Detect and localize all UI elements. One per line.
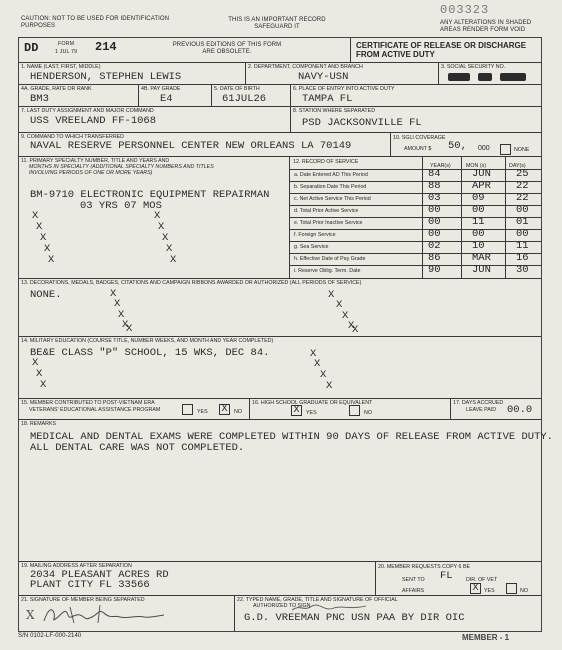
sent-to-label: SENT TO [402,577,425,583]
filler-x-mark: X [352,324,359,336]
copy-yes-checkbox[interactable]: X [470,583,481,594]
specialty-label-line2: MONTHS IN SPECIALTY (ADDITIONAL SPECIALTY NUMBERS AND TITLES [29,164,214,170]
veap-label-line2: VETERANS' EDUCATIONAL ASSISTANCE PROGRAM [29,407,161,413]
record-row [291,218,531,228]
filler-x-mark: X [36,368,43,380]
filler-x-mark: X [336,299,343,311]
filler-x-mark: X [154,210,161,222]
record-month-value[interactable]: 00 [472,228,485,240]
record-year-value[interactable]: 00 [428,216,441,228]
record-row [291,242,531,252]
filler-x-mark: X [166,243,173,255]
remarks-line-2[interactable]: ALL DENTAL CARE WAS NOT COMPLETED. [30,442,245,454]
high-school-no-label: NO [364,410,372,416]
ssn-redaction [448,73,470,81]
alterations-note: ANY ALTERATIONS IN SHADED AREAS RENDER FORM VOID [440,20,532,33]
leave-field[interactable]: 00.0 [507,404,533,416]
member-signature-label: 21. SIGNATURE OF MEMBER BEING SEPARATED [21,597,145,603]
record-row-label: g. Sea Service [294,244,329,250]
high-school-yes-label: YES [306,410,317,416]
record-row [291,254,531,264]
footer-sn: S/N 0102-LF-000-2140 [18,633,82,639]
filler-x-mark: X [48,254,55,266]
paygrade-field[interactable]: E4 [160,93,173,105]
specialty-label-line3: INVOLVING PERIODS OF ONE OR MORE YEARS) [29,170,153,176]
remarks-line-1[interactable]: MEDICAL AND DENTAL EXAMS WERE COMPLETED WITHIN 90 DAYS OF RELEASE FROM ACTIVE DUTY. [30,431,553,443]
important-record-note: THIS IS AN IMPORTANT RECORD SAFEGUARD IT [228,17,326,30]
filler-x-mark: X [328,289,335,301]
sgli-amount-label: AMOUNT $ [404,146,432,152]
record-row [291,206,531,216]
mailing-line-2[interactable]: PLANT CITY FL 33566 [30,579,150,591]
record-row-label: i. Reserve Oblig. Term. Date [294,268,361,274]
filler-x-mark: X [158,221,165,233]
leave-label: 17. DAYS ACCRUED [453,400,504,406]
mailing-label: 19. MAILING ADDRESS AFTER SEPARATION [21,563,132,569]
ssn-redaction [478,73,492,81]
sgli-amount-tail: 000 [478,145,490,152]
filler-x-mark: X [32,210,39,222]
department-label: 2. DEPARTMENT, COMPONENT AND BRANCH [248,64,363,70]
filler-x-mark: X [342,310,349,322]
filler-x-mark: X [170,254,177,266]
specialty-line-2[interactable]: 03 YRS 07 MOS [80,200,162,212]
record-day-value[interactable]: 11 [516,240,529,252]
record-row [291,182,531,192]
record-year-value[interactable]: 00 [428,228,441,240]
department-field[interactable]: NAVY-USN [298,71,349,83]
record-row-label: a. Date Entered AD This Period [294,172,368,178]
name-field[interactable]: HENDERSON, STEPHEN LEWIS [30,71,182,83]
station-label: 8. STATION WHERE SEPARATED [293,108,376,114]
record-row-label: b. Separation Date This Period [294,184,367,190]
copy-yes-label: YES [484,588,495,594]
sgli-label: 10. SGLI COVERAGE [393,135,446,141]
official-name-field[interactable]: G.D. VREEMAN PNC USN PAA BY DIR OIC [244,612,465,624]
entry-field[interactable]: TAMPA FL [302,93,353,105]
education-field[interactable]: BE&E CLASS "P" SCHOOL, 15 WKS, DEC 84. [30,347,270,359]
filler-x-mark: X [40,379,47,391]
decorations-field[interactable]: NONE. [30,289,62,301]
record-day-value[interactable]: 30 [516,264,529,276]
record-month-value[interactable]: 00 [472,204,485,216]
record-day-value[interactable]: 00 [516,204,529,216]
filler-x-mark: X [314,358,321,370]
veap-no-label: NO [234,409,242,415]
record-row-label: c. Net Active Service This Period [294,196,371,202]
grade-label: 4A. GRADE, RATE OR RANK [21,86,92,92]
high-school-yes-checkbox[interactable]: X [291,405,302,416]
veap-yes-label: YES [197,409,208,415]
copy-request-label: 20. MEMBER REQUESTS COPY 6 BE [378,564,471,570]
decorations-label: 13. DECORATIONS, MEDALS, BADGES, CITATIONS AND CAMPAIGN RIBBONS AWARDED OR AUTHORIZED (ALL PERIODS OF SERVICE) [21,280,362,286]
footer-member-copy: MEMBER - 1 [462,633,510,642]
form-date: 1 JUL 79 [55,49,78,55]
name-label: 1. NAME (LAST, FIRST, MIDDLE) [21,64,101,70]
filler-x-mark: X [320,369,327,381]
filler-x-mark: X [326,380,333,392]
record-year-value[interactable]: 88 [428,180,441,192]
mailing-line-1[interactable]: 2034 PLEASANT ACRES RD [30,569,169,581]
record-day-value[interactable]: 01 [516,216,529,228]
last-duty-field[interactable]: USS VREELAND FF-1068 [30,115,157,127]
dd-label: DD [24,41,39,55]
filler-x-mark: X [348,320,355,332]
form-label: FORM [58,41,75,47]
record-day-value[interactable]: 22 [516,192,529,204]
record-row-label: d. Total Prior Active Service [294,208,359,214]
record-row-label: f. Foreign Service [294,232,336,238]
specialty-line-1[interactable]: BM-9710 ELECTRONIC EQUIPMENT REPAIRMAN [30,189,270,201]
month-column-label: MON (s) [466,163,487,169]
previous-editions-note: PREVIOUS EDITIONS OF THIS FORM ARE OBSOLETE. [172,42,282,55]
sent-to-field[interactable]: FL [440,570,453,582]
filler-x-mark: X [36,221,43,233]
filler-x-mark: X [110,288,117,300]
record-month-value[interactable]: 09 [472,192,485,204]
record-year-value[interactable]: 86 [428,252,441,264]
filler-x-mark: X [118,309,125,321]
command-label: 9. COMMAND TO WHICH TRANSFERRED [21,134,125,140]
dir-vet-label: DIR. OF VET [466,577,498,583]
dob-field[interactable]: 61JUL26 [222,93,267,105]
official-label-line2: AUTHORIZED TO SIGN [253,603,311,609]
station-field[interactable]: PSD JACKSONVILLE FL [302,117,422,129]
record-year-value[interactable]: 00 [428,204,441,216]
record-day-value[interactable]: 00 [516,228,529,240]
filler-x-mark: X [122,319,129,331]
record-month-value[interactable]: 11 [472,216,485,228]
day-column-label: DAY(s) [509,163,526,169]
specialty-label: 11. PRIMARY SPECIALTY NUMBER, TITLE AND YEARS AND [21,158,170,164]
sgli-none-label: NONE [514,147,530,153]
leave-paid-label: LEAVE PAID [466,407,497,413]
command-field[interactable]: NAVAL RESERVE PERSONNEL CENTER NEW ORLEANS LA 70149 [30,140,352,152]
entry-label: 6. PLACE OF ENTRY INTO ACTIVE DUTY [293,86,395,92]
ssn-redaction [500,73,526,81]
record-day-value[interactable]: 16 [516,252,529,264]
sgli-none-checkbox[interactable] [500,144,511,155]
record-month-value[interactable]: JUN [472,264,491,276]
record-row [291,266,531,276]
record-row [291,230,531,240]
ssn-label: 3. SOCIAL SECURITY NO. [441,64,506,70]
record-row [291,194,531,204]
record-day-value[interactable]: 22 [516,180,529,192]
record-year-value[interactable]: 90 [428,264,441,276]
high-school-label: 16. HIGH SCHOOL GRADUATE OR EQUIVALENT [252,400,373,406]
filler-x-mark: X [162,232,169,244]
year-column-label: YEAR(s) [430,163,451,169]
record-row [291,170,531,180]
filler-x-mark: X [32,357,39,369]
education-label: 14. MILITARY EDUCATION (COURSE TITLE, NUMBER WEEKS, AND MONTH AND YEAR COMPLETED) [21,338,274,344]
paygrade-label: 4B. PAY GRADE [141,86,181,92]
dob-label: 5. DATE OF BIRTH [214,86,260,92]
filler-x-mark: X [40,232,47,244]
record-year-value[interactable]: 03 [428,192,441,204]
record-of-service-label: 12. RECORD OF SERVICE [293,159,359,165]
high-school-no-checkbox[interactable] [349,405,360,416]
record-month-value[interactable]: MAR [472,252,491,264]
sgli-amount-field[interactable]: 50, [448,140,467,152]
grade-field[interactable]: BM3 [30,93,49,105]
official-label: 22. TYPED NAME, GRADE, TITLE AND SIGNATURE OF OFFICIAL [237,597,398,603]
record-row-label: e. Total Prior Inactive Service [294,220,363,226]
record-year-value[interactable]: 02 [428,240,441,252]
veap-label: 15. MEMBER CONTRIBUTED TO POST-VIETNAM ERA [21,400,155,406]
record-row-label: h. Effective Date of Pay Grade [294,256,366,262]
x-mark: X [26,608,35,622]
filler-x-mark: X [114,298,121,310]
record-month-value[interactable]: 10 [472,240,485,252]
caution-note: CAUTION: NOT TO BE USED FOR IDENTIFICATION PURPOSES [21,16,170,29]
copy-no-label: NO [520,588,528,594]
record-month-value[interactable]: APR [472,180,491,192]
member-signature [40,603,170,627]
record-month-value[interactable]: JUN [472,168,491,180]
veap-no-checkbox[interactable]: X [219,404,230,415]
form-number: 214 [95,40,117,54]
copy-no-checkbox[interactable] [506,583,517,594]
remarks-label: 18. REMARKS [21,421,57,427]
filler-x-mark: X [310,348,317,360]
serial-number: 003323 [440,3,490,17]
record-day-value[interactable]: 25 [516,168,529,180]
record-year-value[interactable]: 84 [428,168,441,180]
veap-yes-checkbox[interactable] [182,404,193,415]
filler-x-mark: X [44,243,51,255]
form-title: CERTIFICATE OF RELEASE OR DISCHARGE FROM ACTIVE DUTY [356,41,527,59]
affairs-label: AFFAIRS [402,588,425,594]
last-duty-label: 7. LAST DUTY ASSIGNMENT AND MAJOR COMMAND [21,108,154,114]
filler-x-mark: X [126,323,133,335]
